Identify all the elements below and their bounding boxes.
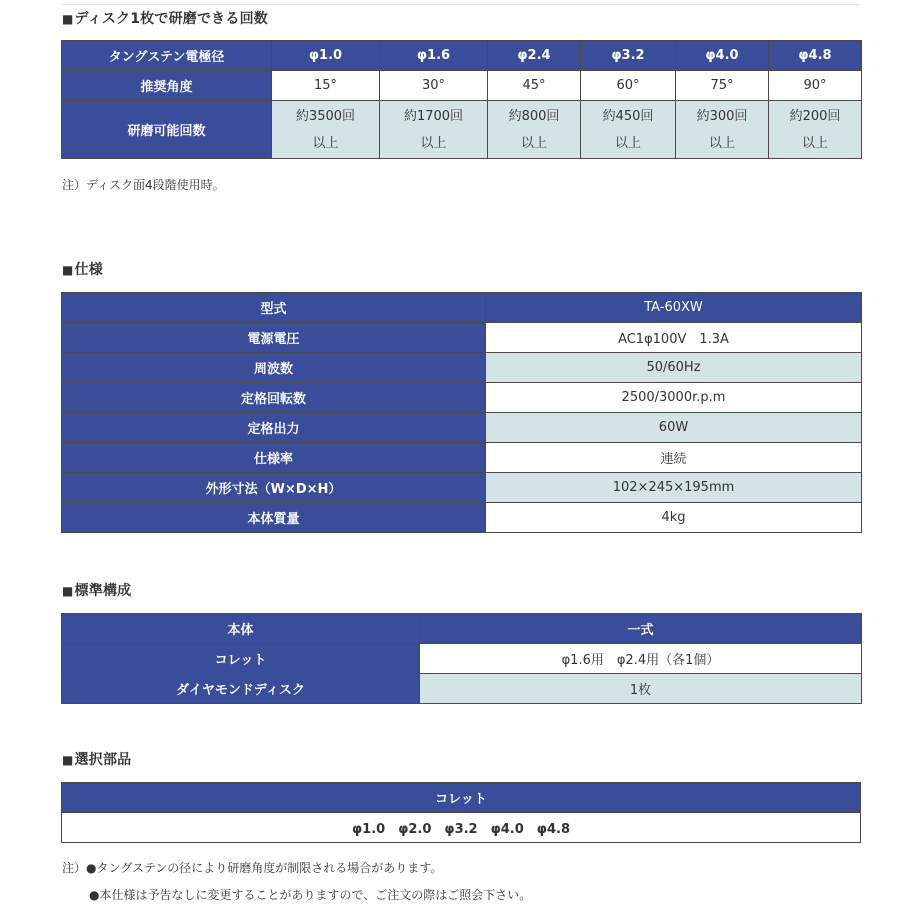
count-label: 研磨可能回数	[62, 101, 272, 159]
spec-label: 定格出力	[62, 413, 486, 443]
count-value: 約200回	[789, 108, 841, 124]
count-suffix: 以上	[801, 135, 828, 151]
square-bullet-icon: ■	[62, 753, 74, 767]
disc-heading-text: ディスク1枚で研磨できる回数	[74, 11, 268, 27]
spec-row	[62, 323, 862, 353]
count-value: 約800回	[508, 108, 560, 124]
spec-label: 定格回転数	[62, 383, 486, 413]
count-cell	[380, 101, 488, 159]
count-cell	[769, 101, 862, 159]
optional-table	[61, 782, 861, 843]
spec-table	[61, 292, 862, 533]
spec-row	[62, 443, 862, 473]
count-cell	[272, 101, 380, 159]
diameter-cell: φ3.2	[581, 41, 676, 71]
standard-value: 1枚	[420, 674, 862, 704]
spec-value: 4kg	[486, 503, 862, 533]
angle-cell: 15°	[272, 71, 380, 101]
count-value: 約300回	[696, 108, 748, 124]
disc-header-row	[62, 41, 862, 71]
count-suffix: 以上	[520, 135, 547, 151]
spec-heading-text: 仕様	[74, 262, 103, 278]
angle-cell: 30°	[380, 71, 488, 101]
count-value: 約3500回	[295, 108, 356, 124]
spec-label: 仕様率	[62, 443, 486, 473]
diameter-cell: φ1.6	[380, 41, 488, 71]
square-bullet-icon: ■	[62, 12, 74, 26]
count-row	[62, 101, 862, 159]
spec-model-value: TA-60XW	[486, 293, 862, 323]
top-divider	[62, 4, 860, 5]
square-bullet-icon: ■	[62, 263, 74, 277]
count-suffix: 以上	[614, 135, 641, 151]
disc-heading	[62, 8, 268, 28]
electrode-diameter-header: タングステン電極径	[62, 41, 272, 71]
standard-row	[62, 674, 862, 704]
count-value: 約450回	[602, 108, 654, 124]
optional-heading-text: 選択部品	[74, 752, 132, 768]
spec-label: 周波数	[62, 353, 486, 383]
standard-heading-text: 標準構成	[74, 583, 132, 599]
footnote-2: ●本仕様は予告なしに変更することがありますので、ご注文の際はご照会下さい。	[89, 888, 532, 902]
count-suffix: 以上	[312, 135, 339, 151]
standard-label: ダイヤモンドディスク	[62, 674, 420, 704]
spec-value: 2500/3000r.p.m	[486, 383, 862, 413]
angle-cell: 90°	[769, 71, 862, 101]
optional-header: コレット	[62, 783, 861, 813]
spec-row	[62, 353, 862, 383]
spec-value: 102×245×195mm	[486, 473, 862, 503]
standard-label: コレット	[62, 644, 420, 674]
spec-label: 外形寸法（W×D×H）	[62, 473, 486, 503]
count-value: 約1700回	[403, 108, 464, 124]
count-cell	[676, 101, 769, 159]
spec-label: 本体質量	[62, 503, 486, 533]
spec-label: 型式	[62, 293, 486, 323]
spec-label: 電源電圧	[62, 323, 486, 353]
standard-value: φ1.6用 φ2.4用（各1個）	[420, 644, 862, 674]
spec-value: 60W	[486, 413, 862, 443]
spec-row	[62, 413, 862, 443]
spec-row	[62, 383, 862, 413]
standard-row	[62, 614, 862, 644]
angle-row	[62, 71, 862, 101]
spec-row	[62, 473, 862, 503]
count-suffix: 以上	[420, 135, 447, 151]
diameter-cell: φ2.4	[488, 41, 581, 71]
spec-value: 50/60Hz	[486, 353, 862, 383]
optional-value-row	[62, 813, 861, 843]
square-bullet-icon: ■	[62, 584, 74, 598]
diameter-cell: φ4.8	[769, 41, 862, 71]
spec-value: AC1φ100V 1.3A	[486, 323, 862, 353]
standard-body-value: 一式	[420, 614, 862, 644]
optional-value: φ1.0 φ2.0 φ3.2 φ4.0 φ4.8	[62, 813, 861, 843]
angle-cell: 75°	[676, 71, 769, 101]
spec-row	[62, 503, 862, 533]
standard-heading	[62, 580, 131, 600]
standard-table	[61, 613, 862, 704]
standard-row	[62, 644, 862, 674]
spec-heading	[62, 259, 103, 279]
angle-cell: 45°	[488, 71, 581, 101]
diameter-cell: φ1.0	[272, 41, 380, 71]
angle-label: 推奨角度	[62, 71, 272, 101]
standard-label: 本体	[62, 614, 420, 644]
angle-cell: 60°	[581, 71, 676, 101]
diameter-cell: φ4.0	[676, 41, 769, 71]
optional-header-row	[62, 783, 861, 813]
count-cell	[581, 101, 676, 159]
disc-table	[61, 40, 862, 159]
optional-heading	[62, 749, 131, 769]
count-suffix: 以上	[708, 135, 735, 151]
disc-note: 注）ディスク面4段階使用時。	[62, 178, 225, 192]
count-cell	[488, 101, 581, 159]
spec-value: 連続	[486, 443, 862, 473]
spec-row	[62, 293, 862, 323]
footnote-1: 注）●タングステンの径により研磨角度が制限される場合があります。	[62, 861, 443, 875]
